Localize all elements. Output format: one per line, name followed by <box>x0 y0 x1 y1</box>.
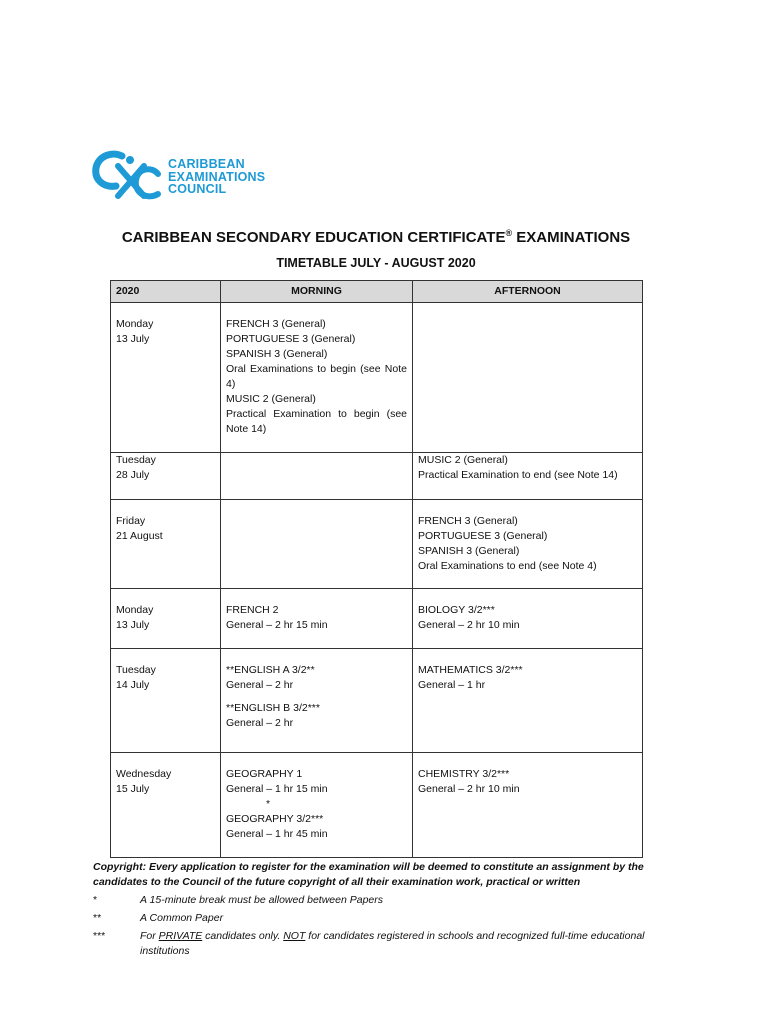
day-cell <box>111 753 221 858</box>
exam-line: SPANISH 3 (General) <box>226 348 328 360</box>
exam-line: GEOGRAPHY 1 <box>226 768 303 780</box>
exam-line: **ENGLISH B 3/2*** <box>226 702 320 714</box>
day-cell <box>111 649 221 753</box>
day-name: Tuesday <box>116 664 156 676</box>
day-name: Friday <box>116 515 146 527</box>
day-cell <box>111 500 221 589</box>
exam-line: FRENCH 3 (General) <box>418 515 518 527</box>
footnote-text <box>140 929 653 959</box>
exam-line: GEOGRAPHY 3/2*** <box>226 813 324 825</box>
afternoon-cell <box>413 500 643 589</box>
exam-line: Oral Examinations to end (see Note 4) <box>418 560 597 572</box>
day-date: 15 July <box>116 783 150 795</box>
footnote-text: A 15-minute break must be allowed between Papers <box>140 894 383 906</box>
exam-line: MUSIC 2 (General) <box>226 393 316 405</box>
morning-cell <box>221 500 413 589</box>
logo-line: CARIBBEAN <box>168 157 245 171</box>
exam-line: General – 2 hr 15 min <box>226 619 328 631</box>
exam-line: General – 1 hr 45 min <box>226 828 328 840</box>
footnote-symbol: *** <box>93 930 106 942</box>
page-subtitle: TIMETABLE JULY - AUGUST 2020 <box>276 256 476 270</box>
morning-cell <box>221 303 413 453</box>
footnote-emphasis: NOT <box>283 930 306 942</box>
afternoon-cell <box>413 753 643 858</box>
table-row <box>111 753 643 858</box>
day-name: Monday <box>116 604 154 616</box>
afternoon-cell <box>413 649 643 753</box>
table-row <box>111 589 643 649</box>
exam-line: SPANISH 3 (General) <box>418 545 520 557</box>
footnote-part: For <box>140 930 159 942</box>
footnote <box>93 929 653 959</box>
footnote-symbol: ** <box>93 912 102 924</box>
exam-line: CHEMISTRY 3/2*** <box>418 768 510 780</box>
exam-line: General – 1 hr <box>418 679 486 691</box>
morning-cell <box>221 453 413 500</box>
morning-cell <box>221 649 413 753</box>
footnote <box>93 893 653 908</box>
day-cell <box>111 453 221 500</box>
table-row <box>111 303 643 453</box>
logo-line: EXAMINATIONS <box>168 169 266 184</box>
footnote-symbol: * <box>93 894 98 906</box>
exam-note: Oral Examinations to begin (see Note 4) <box>226 363 407 390</box>
morning-cell <box>221 753 413 858</box>
footnote-part: candidates only. <box>202 930 284 942</box>
exam-line: FRENCH 2 <box>226 604 279 616</box>
exam-line: **ENGLISH A 3/2** <box>226 664 315 676</box>
cxc-logo-icon <box>92 150 164 202</box>
exam-line: PORTUGUESE 3 (General) <box>226 333 356 345</box>
day-date: 21 August <box>116 530 163 542</box>
footnote <box>93 911 653 926</box>
day-date: 28 July <box>116 469 150 481</box>
registered-mark: ® <box>505 228 513 238</box>
day-name: Tuesday <box>116 454 156 466</box>
logo-line: COUNCIL <box>168 182 227 196</box>
afternoon-cell <box>413 303 643 453</box>
exam-line: General – 2 hr 10 min <box>418 619 520 631</box>
day-name: Monday <box>116 318 154 330</box>
exam-line: FRENCH 3 (General) <box>226 318 326 330</box>
column-header-year: 2020 <box>111 281 221 303</box>
exam-line: General – 2 hr 10 min <box>418 783 520 795</box>
table-row <box>111 500 643 589</box>
column-header-afternoon: AFTERNOON <box>413 281 643 303</box>
footnote-text: A Common Paper <box>140 912 224 924</box>
copyright-notice: Copyright: Every application to register for the examination will be deemed to constitute an assignment by the candidates to the Council of the future copyright of all their examination work, practical or written <box>93 861 644 888</box>
table-row <box>111 649 643 753</box>
footnote-emphasis: PRIVATE <box>158 930 203 942</box>
table-row <box>111 453 643 500</box>
logo-wordmark <box>168 158 265 196</box>
exam-line: General – 2 hr <box>226 679 294 691</box>
exam-line: Practical Examination to end (see Note 14) <box>418 469 618 481</box>
cxc-logo <box>92 150 282 202</box>
column-header-morning: MORNING <box>221 281 413 303</box>
exam-line: General – 2 hr <box>226 717 294 729</box>
footnote-part: for candidates registered in schools and recognized full-time educational institutions <box>140 930 645 957</box>
title-text: CARIBBEAN SECONDARY EDUCATION CERTIFICATE <box>121 229 506 246</box>
page-title <box>0 228 752 246</box>
day-cell <box>111 303 221 453</box>
morning-cell <box>221 589 413 649</box>
title-suffix: EXAMINATIONS <box>516 229 631 246</box>
exam-line: PORTUGUESE 3 (General) <box>418 530 548 542</box>
day-date: 13 July <box>116 619 150 631</box>
break-marker: * <box>266 798 271 810</box>
exam-line: MUSIC 2 (General) <box>418 454 508 466</box>
timetable <box>110 280 643 858</box>
day-date: 14 July <box>116 679 150 691</box>
table-header-row <box>111 281 643 303</box>
exam-line: BIOLOGY 3/2*** <box>418 604 495 616</box>
afternoon-cell <box>413 453 643 500</box>
footnotes <box>93 860 653 959</box>
spacer <box>226 693 407 701</box>
day-date: 13 July <box>116 333 150 345</box>
exam-line: General – 1 hr 15 min <box>226 783 328 795</box>
exam-note: Practical Examination to begin (see Note 14) <box>226 408 407 435</box>
day-name: Wednesday <box>116 768 172 780</box>
day-cell <box>111 589 221 649</box>
exam-line: MATHEMATICS 3/2*** <box>418 664 523 676</box>
afternoon-cell <box>413 589 643 649</box>
